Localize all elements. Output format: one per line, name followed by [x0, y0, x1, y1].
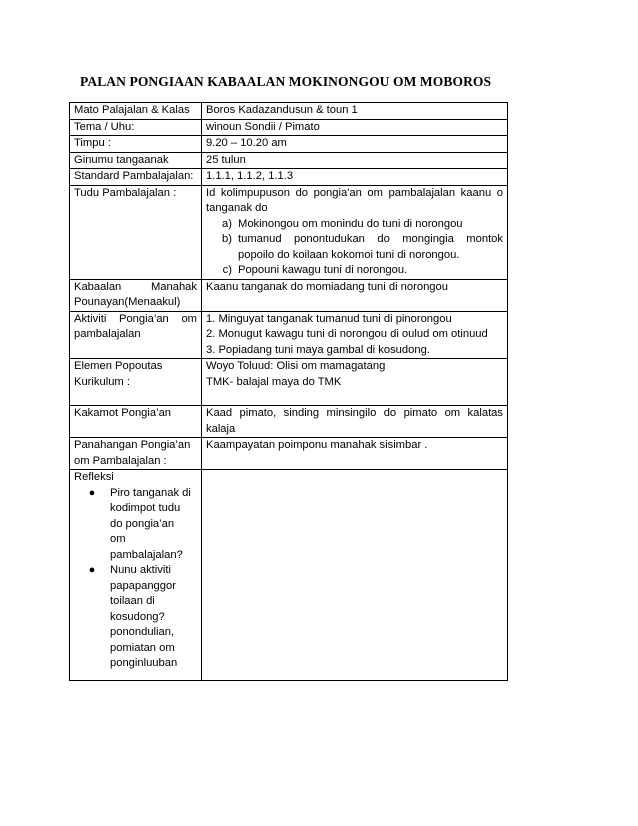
activities-cell: [202, 311, 508, 359]
table-row: [70, 152, 508, 169]
list-item: [74, 486, 197, 564]
reflection-line: ponondulian,: [110, 626, 175, 638]
activity-line: 3. Popiadang tuni maya gambal di kosudong.: [206, 343, 430, 356]
reflection-value: [202, 470, 508, 681]
reflection-cell: [70, 470, 202, 681]
reflection-line: Nunu aktiviti: [110, 564, 171, 576]
document-title: PALAN PONGIAAN KABAALAN MOKINONGOU OM MOBOROS: [80, 74, 492, 89]
list-text: Popouni kawagu tuni di norongou.: [238, 264, 408, 276]
materials-value: Kaad pimato, sinding minsingilo do pimato om kalatas kalaja: [202, 406, 508, 438]
list-item: [74, 563, 197, 672]
reflection-row: [70, 470, 508, 681]
cross-curricular-row: [70, 359, 508, 406]
value-line: Woyo Toluud: Olisi om mamagatang: [206, 360, 386, 372]
label-word: Kabaalan: [74, 280, 122, 293]
reflection-line: Piro tanganak di: [110, 486, 191, 499]
activity-line: 2. Monugut kawagu tuni di norongou di oulud om otinuud: [206, 328, 488, 340]
objectives-cell: [202, 185, 508, 279]
materials-row: [70, 406, 508, 438]
reflection-line: om: [110, 533, 126, 545]
row-label: Standard Pambalajalan:: [70, 169, 202, 186]
activity-line: 1. Minguyat tanganak tumanud tuni di pinorongou: [206, 312, 452, 325]
label-line: om Pambalajalan :: [74, 454, 167, 467]
label-line: Panahangan Pongia’an: [74, 439, 191, 451]
table-row: [70, 119, 508, 136]
activities-label: Aktiviti Pongia’an om pambalajalan: [70, 311, 202, 359]
label-word: Pounayan(Menaakul): [74, 296, 181, 308]
list-item: [206, 232, 503, 263]
reflection-line: pambalajalan?: [110, 548, 183, 561]
objectives-row: [70, 185, 508, 279]
assessment-label: [70, 438, 202, 470]
row-label: Mato Palajalan & Kalas: [70, 103, 202, 120]
label-line: Kurikulum :: [74, 375, 130, 388]
row-label: Timpu :: [70, 136, 202, 153]
bullet-icon: ●: [88, 564, 96, 576]
list-marker: c): [222, 264, 232, 276]
reflection-line: papapanggor: [110, 579, 176, 592]
assessment-row: [70, 438, 508, 470]
table-row: [70, 103, 508, 120]
label-word: Manahak: [150, 280, 197, 293]
list-item: [206, 263, 503, 279]
objectives-label: Tudu Pambalajalan :: [70, 185, 202, 279]
value-line: TMK- balajal maya do TMK: [206, 375, 342, 388]
table-row: [70, 136, 508, 153]
thinking-skills-label: [70, 279, 202, 311]
cross-curricular-label: [70, 359, 202, 406]
row-value: Boros Kadazandusun & toun 1: [202, 103, 508, 120]
objectives-list: [206, 217, 503, 279]
reflection-line: do pongia’an: [110, 517, 175, 530]
assessment-value: Kaampayatan poimponu manahak sisimbar .: [202, 438, 508, 470]
row-value: 9.20 – 10.20 am: [202, 136, 508, 153]
objectives-intro: Id kolimpupuson do pongia'an om pambalajalan kaanu o tanganak do: [206, 186, 503, 214]
thinking-skills-value: Kaanu tanganak do momiadang tuni di norongou: [202, 279, 508, 311]
reflection-line: pomiatan om: [110, 641, 175, 654]
reflection-line: ponginluuban: [110, 657, 178, 669]
list-item: [206, 217, 503, 233]
thinking-skills-row: [70, 279, 508, 311]
list-marker: a): [222, 217, 232, 230]
activities-row: [70, 311, 508, 359]
row-value: 1.1.1, 1.1.2, 1.1.3: [202, 169, 508, 186]
reflection-line: kosudong?: [110, 610, 165, 623]
table-row: [70, 169, 508, 186]
reflection-list: [74, 486, 197, 672]
label-line: Elemen Popoutas: [74, 360, 163, 372]
materials-label: Kakamot Pongia’an: [70, 406, 202, 438]
row-label: Tema / Uhu:: [70, 119, 202, 136]
reflection-label: Refleksi: [74, 471, 114, 483]
lesson-plan-table: [69, 102, 508, 681]
list-text: Mokinongou om monindu do tuni di norongou: [238, 217, 463, 230]
cross-curricular-value: [202, 359, 508, 406]
bullet-icon: ●: [88, 486, 96, 499]
row-label: Ginumu tangaanak: [70, 152, 202, 169]
row-value: winoun Sondii / Pimato: [202, 119, 508, 136]
list-text: tumanud ponontudukan do mongingia montok popoilo do koilaan kokomoi tuni di norongou.: [238, 233, 503, 261]
row-value: 25 tulun: [202, 152, 508, 169]
reflection-line: kodimpot tudu: [110, 502, 181, 514]
reflection-line: toilaan di: [110, 595, 155, 607]
list-marker: b): [222, 233, 232, 245]
